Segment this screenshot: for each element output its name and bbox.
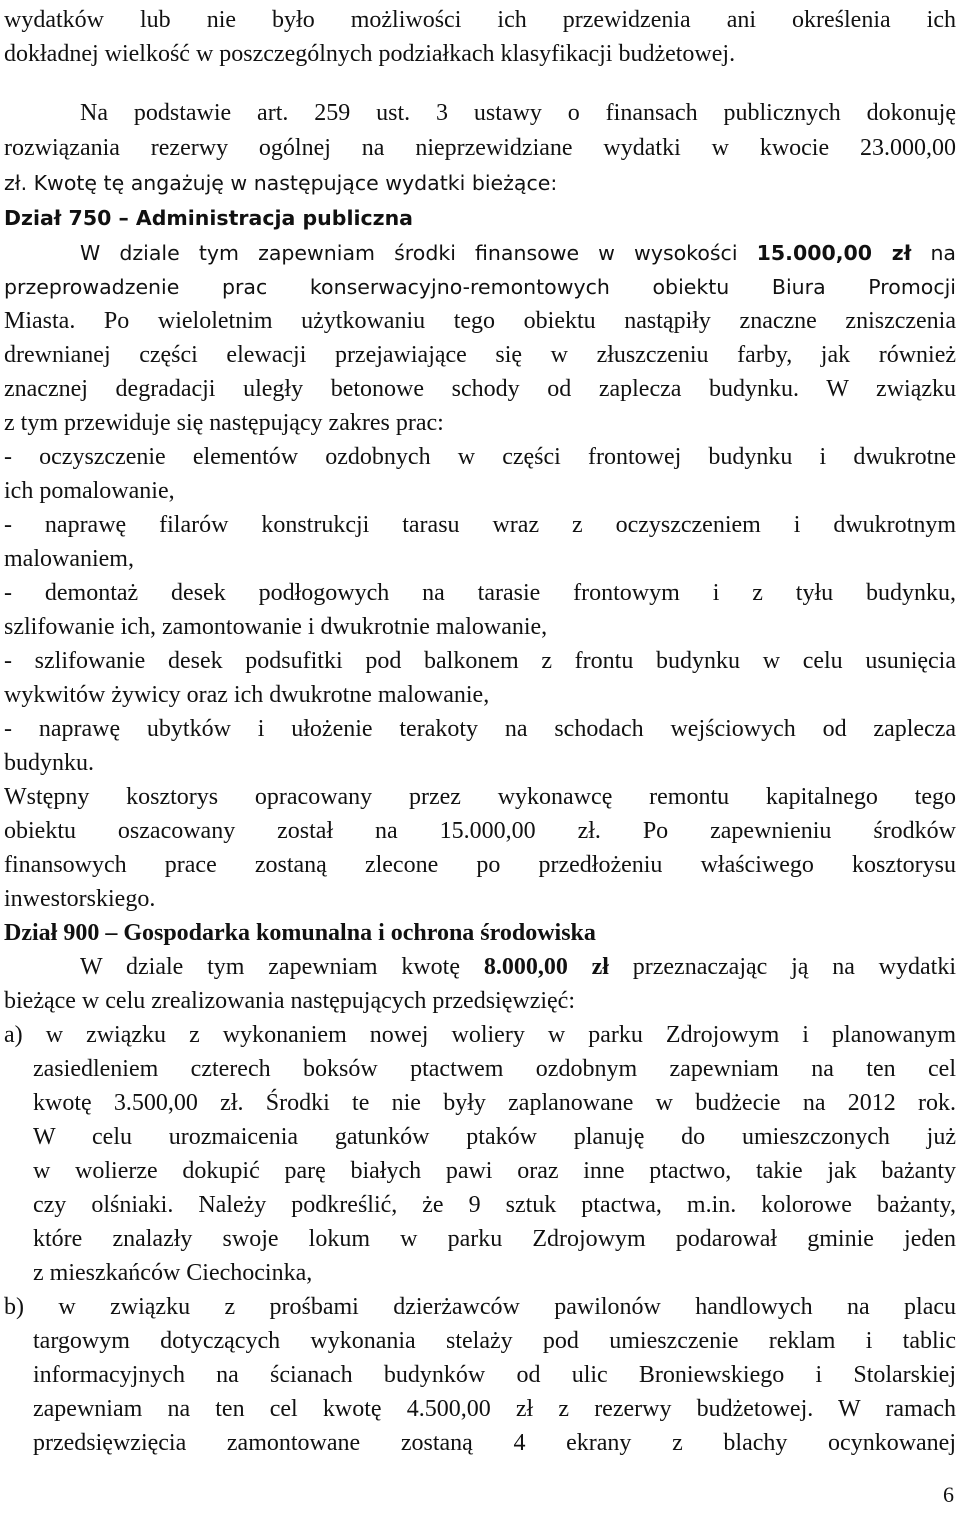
text-line: przedsięwzięcia zamontowane zostaną 4 ekrany z blachy ocynkowanej [33,1430,956,1456]
page-number: 6 [943,1482,954,1507]
text-line: z mieszkańców Ciechocinka, [33,1260,313,1286]
text-line: kwotę 3.500,00 zł. Środki te nie były zaplanowane w budżecie na 2012 rok. [33,1090,956,1116]
text-line: Na podstawie art. 259 ust. 3 ustawy o finansach publicznych dokonuję [80,100,956,126]
text-line: targowym dotyczących wykonania stelaży pod umieszczenie reklam i tablic [33,1328,956,1354]
text-line: wydatków lub nie było możliwości ich przewidzenia ani określenia ich [4,7,956,33]
text-line: W celu urozmaicenia gatunków ptaków planuję do umieszczonych już [33,1124,956,1150]
text-line: czy olśniaki. Należy podkreślić, że 9 sztuk ptactwa, m.in. kolorowe bażanty, [33,1192,956,1218]
text-line: inwestorskiego. [4,886,156,912]
text-line-amount-900: W dziale tym zapewniam kwotę 8.000,00 zł przeznaczając ją na wydatki [80,954,957,980]
text-line: rozwiązania rezerwy ogólnej na nieprzewidziane wydatki w kwocie 23.000,00 [4,135,956,161]
text-line: ich pomalowanie, [4,478,175,504]
list-item: - demontaż desek podłogowych na tarasie frontowym i z tyłu budynku, [4,580,956,606]
list-item: - naprawę filarów konstrukcji tarasu wraz z oczyszczeniem i dwukrotnym [4,512,956,538]
text-line: Miasta. Po wieloletnim użytkowaniu tego obiektu nastąpiły znaczne zniszczenia [4,308,956,334]
list-item: - naprawę ubytków i ułożenie terakoty na schodach wejściowych od zaplecza [4,716,956,742]
text-line: zasiedleniem czterech boksów ptactwem ozdobnym zapewniam na ten cel [33,1056,956,1082]
text-line: które znalazły swoje lokum w parku Zdrojowym podarował gminie jeden [33,1226,956,1252]
list-item-a: a) w związku z wykonaniem nowej woliery w parku Zdrojowym i planowanym [4,1022,956,1048]
section-heading-750: Dział 750 – Administracja publiczna [4,206,414,230]
text-line: finansowych prace zostaną zlecone po przedłożeniu właściwego kosztorysu [4,852,956,878]
text-line: z tym przewiduje się następujący zakres prac: [4,410,444,436]
list-item: - oczyszczenie elementów ozdobnych w części frontowej budynku i dwukrotne [4,444,956,470]
text-line: Wstępny kosztorys opracowany przez wykonawcę remontu kapitalnego tego [4,784,956,810]
text-line-amount-750: W dziale tym zapewniam środki finansowe w wysokości 15.000,00 zł na [80,241,956,265]
text-line: szlifowanie ich, zamontowanie i dwukrotnie malowanie, [4,614,548,640]
section-heading-900: Dział 900 – Gospodarka komunalna i ochrona środowiska [4,920,596,946]
text-line: bieżące w celu zrealizowania następujących przedsięwzięć: [4,988,575,1014]
text-line: informacyjnych na ścianach budynków od ulic Broniewskiego i Stolarskiej [33,1362,956,1388]
text-line: znacznej degradacji uległy betonowe schody od zaplecza budynku. W związku [4,376,956,402]
text-line: dokładnej wielkość w poszczególnych podziałkach klasyfikacji budżetowej. [4,41,736,67]
text-line: w wolierze dokupić parę białych pawi oraz inne ptactwo, takie jak bażanty [33,1158,956,1184]
text-line: budynku. [4,750,94,776]
text-line: przeprowadzenie prac konserwacyjno-remontowych obiektu Biura Promocji [4,275,956,299]
list-item-b: b) w związku z prośbami dzierżawców pawilonów handlowych na placu [4,1294,956,1320]
text-line: zapewniam na ten cel kwotę 4.500,00 zł z rezerwy budżetowej. W ramach [33,1396,956,1422]
text-line: malowaniem, [4,546,134,572]
text-line: obiektu oszacowany został na 15.000,00 zł. Po zapewnieniu środków [4,818,956,844]
text-line: zł. Kwotę tę angażuję w następujące wydatki bieżące: [4,171,558,195]
text-line: wykwitów żywicy oraz ich dwukrotne malowanie, [4,682,490,708]
text-line: drewnianej części elewacji przejawiające się w złuszczeniu farby, jak również [4,342,956,368]
list-item: - szlifowanie desek podsufitki pod balkonem z frontu budynku w celu usunięcia [4,648,956,674]
